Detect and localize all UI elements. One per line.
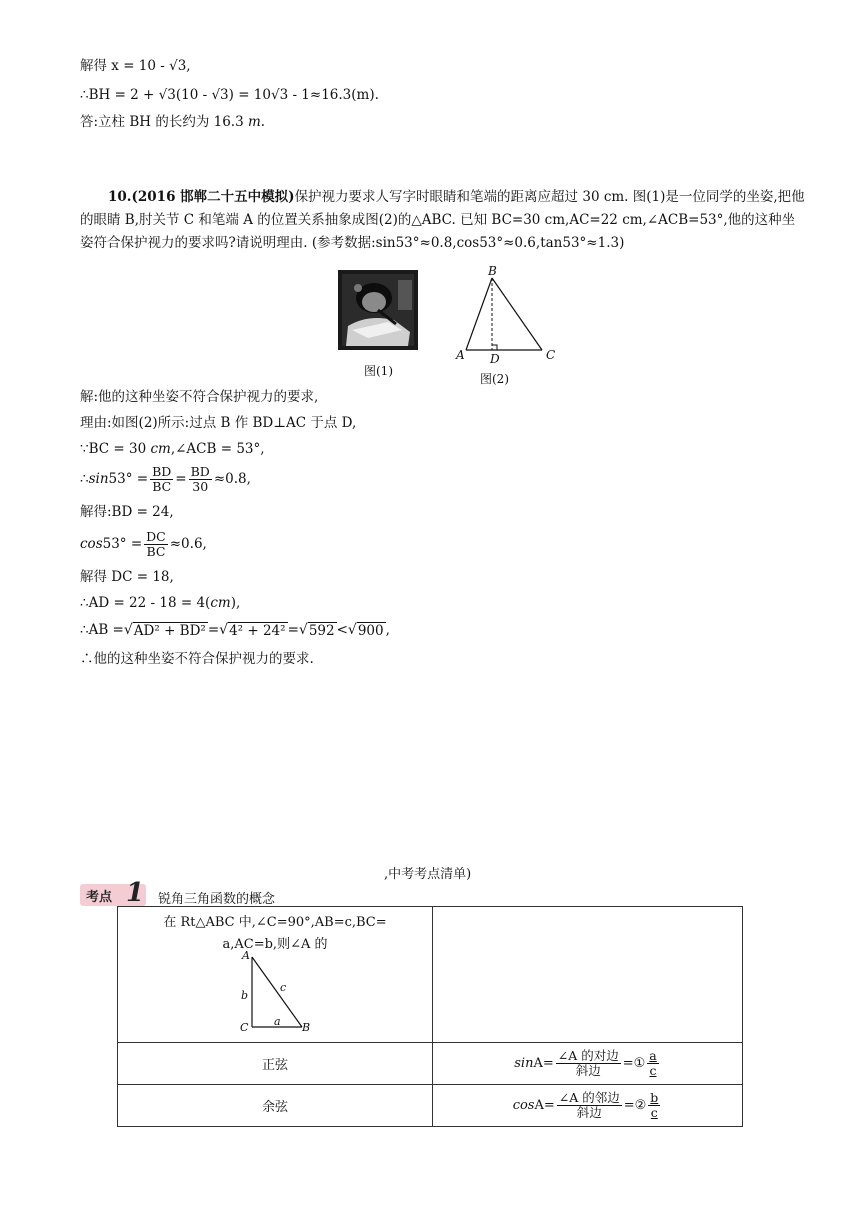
answer-unit: m — [247, 114, 261, 130]
sqrt-sign-1: √ — [123, 622, 133, 638]
s3-a: ∵BC = 30 — [80, 441, 151, 457]
cosine-def-den: 斜边 — [576, 1105, 602, 1120]
concept-table — [117, 906, 743, 1127]
cosine-def-num: ∠A 的邻边 — [558, 1090, 620, 1105]
s4-eq: = — [175, 471, 187, 487]
figure-1-caption: 图(1) — [364, 364, 393, 378]
s4-pre: ∴ — [80, 471, 89, 487]
cosine-eq: = — [623, 1098, 635, 1113]
cosine-fn: cos — [512, 1098, 535, 1113]
intro-text — [119, 908, 431, 956]
sine-def-num: ∠A 的对边 — [557, 1048, 619, 1063]
sine-formula — [514, 1049, 660, 1078]
intro-blank-cell — [433, 907, 743, 1043]
s9-lt: < — [336, 622, 348, 638]
figure-1-image — [338, 270, 418, 350]
solution-line-6 — [80, 527, 207, 561]
s6-num: DC — [146, 528, 166, 544]
sine-answer-fraction — [647, 1049, 658, 1078]
s4-sin: sin — [88, 471, 109, 487]
figure-1-photo — [338, 270, 418, 350]
s6-den: BC — [146, 543, 166, 559]
problem-source: (2016 邯郸二十五中模拟) — [131, 189, 295, 205]
s4-end: ≈0.8, — [213, 471, 251, 487]
badge-text: 考点 — [86, 890, 113, 905]
sine-name-cell: 正弦 — [118, 1043, 433, 1085]
tri-label-b-vertex: B — [302, 1021, 311, 1034]
s4-f2-num: BD — [190, 463, 210, 479]
s4-mid: 53° = — [108, 471, 149, 487]
s3-c: ,∠ACB = 53°, — [170, 441, 265, 457]
table-row-intro — [118, 907, 743, 1043]
s9-eq-1: = — [207, 622, 220, 638]
s6-fraction — [144, 530, 168, 559]
s6-cos: cos — [80, 536, 103, 552]
intro-line-2: a,AC=b,则∠A 的 — [222, 937, 328, 952]
solution-line-7: 解得 DC = 18, — [80, 569, 174, 585]
answer-prefix: 答:立柱 BH 的长约为 16.3 — [80, 114, 248, 130]
table-row-sine — [118, 1043, 743, 1085]
s6-end: ≈0.6, — [169, 536, 207, 552]
problem-number: 10. — [108, 189, 132, 205]
top-line-1 — [80, 57, 191, 75]
s4-f2-den: 30 — [192, 478, 209, 494]
sqrt-sign-3: √ — [298, 622, 308, 638]
fig2-label-b: B — [488, 264, 497, 278]
top-line-2 — [80, 86, 379, 104]
top-line-3 — [80, 113, 265, 131]
problem-10 — [80, 186, 805, 255]
fig2-label-c: C — [546, 348, 556, 362]
tri-label-c-vertex: C — [240, 1021, 249, 1034]
problem-text: 保护视力要求人写字时眼睛和笔端的距离应超过 30 cm. 图(1)是一位同学的坐姿,把他的眼睛 B,肘关节 C 和笔端 A 的位置关系抽象成图(2)的△ABC. 已知 BC=30 cm,AC=22 cm,∠ACB=53°,他的这种坐姿符合保护视力的要求吗?请说明理由. (参考数据:sin53°≈0.8,cos53°≈0.6,tan53°≈1.3) — [80, 189, 805, 251]
badge-number: 1 — [126, 878, 145, 908]
intro-cell — [118, 907, 433, 1043]
s9-radicand-1: AD² + BD² — [133, 622, 206, 639]
cosine-answer-fraction — [648, 1091, 660, 1120]
solution-line-1: 解:他的这种坐姿不符合保护视力的要求, — [80, 389, 319, 405]
fig2-label-a: A — [456, 348, 465, 362]
cosine-formula-cell — [433, 1085, 743, 1127]
fig2-label-d: D — [490, 352, 500, 366]
cosine-ans-den: c — [650, 1105, 658, 1120]
s4-fraction-1 — [150, 465, 173, 494]
s9-radicand-2: 4² + 24² — [229, 622, 286, 639]
solution-line-4 — [80, 462, 251, 496]
sine-blank-marker: ① — [633, 1056, 646, 1071]
cosine-blank-marker: ② — [634, 1098, 647, 1113]
s4-f1-num: BD — [152, 463, 172, 479]
solution-line-8 — [80, 594, 240, 612]
solution-line-5: 解得:BD = 24, — [80, 504, 174, 520]
tri-label-a-vertex: A — [242, 949, 250, 962]
top-line-1-text: 解得 x = 10 - √3, — [80, 58, 191, 74]
tri-side-b: b — [241, 989, 249, 1002]
cosine-formula — [513, 1091, 663, 1120]
s9-end: , — [385, 622, 390, 638]
cosine-def-fraction — [557, 1091, 622, 1120]
s9-eq-2: = — [287, 622, 299, 638]
solution-line-3 — [80, 440, 265, 458]
sine-def-den: 斜边 — [575, 1063, 601, 1078]
tri-side-c: c — [280, 981, 287, 994]
sine-var: A= — [533, 1056, 554, 1071]
s9-radicand-4: 900 — [357, 622, 384, 639]
s4-f1-den: BC — [152, 478, 172, 494]
intro-line-1: 在 Rt△ABC 中,∠C=90°,AB=c,BC= — [163, 915, 387, 930]
figure-2-caption: 图(2) — [480, 372, 509, 386]
cosine-ans-num: b — [650, 1090, 659, 1105]
answer-end: . — [260, 114, 266, 130]
cosine-var: A= — [534, 1098, 555, 1113]
s9-a: ∴AB = — [80, 622, 124, 638]
kaodian-badge — [80, 878, 146, 908]
sine-eq: = — [622, 1056, 634, 1071]
section-title: 锐角三角函数的概念 — [158, 892, 276, 907]
s6-mid: 53° = — [102, 536, 143, 552]
sqrt-sign-4: √ — [347, 622, 357, 638]
top-line-2-text: ∴BH = 2 + √3(10 - √3) = 10√3 - 1≈16.3(m). — [80, 87, 379, 103]
solution-line-2: 理由:如图(2)所示:过点 B 作 BD⊥AC 于点 D, — [80, 415, 357, 431]
table-row-cosine — [118, 1085, 743, 1127]
solution-line-10: ∴他的这种坐姿不符合保护视力的要求. — [80, 651, 314, 667]
tri-side-a: a — [274, 1015, 281, 1028]
sine-ans-den: c — [649, 1063, 657, 1078]
sqrt-sign-2: √ — [219, 622, 229, 638]
s9-radicand-3: 592 — [308, 622, 335, 639]
sine-ans-num: a — [649, 1048, 657, 1063]
s8-a: ∴AD = 22 - 18 = 4( — [80, 595, 211, 611]
s8-c: ), — [230, 595, 241, 611]
section-header: ,中考考点清单) — [384, 867, 472, 882]
s8-unit: cm — [210, 595, 231, 611]
solution-line-9 — [80, 618, 390, 642]
sine-fn: sin — [514, 1056, 534, 1071]
s4-fraction-2 — [189, 465, 212, 494]
cosine-name-cell: 余弦 — [118, 1085, 433, 1127]
s3-unit: cm — [150, 441, 171, 457]
sine-formula-cell — [433, 1043, 743, 1085]
sine-def-fraction — [556, 1049, 621, 1078]
